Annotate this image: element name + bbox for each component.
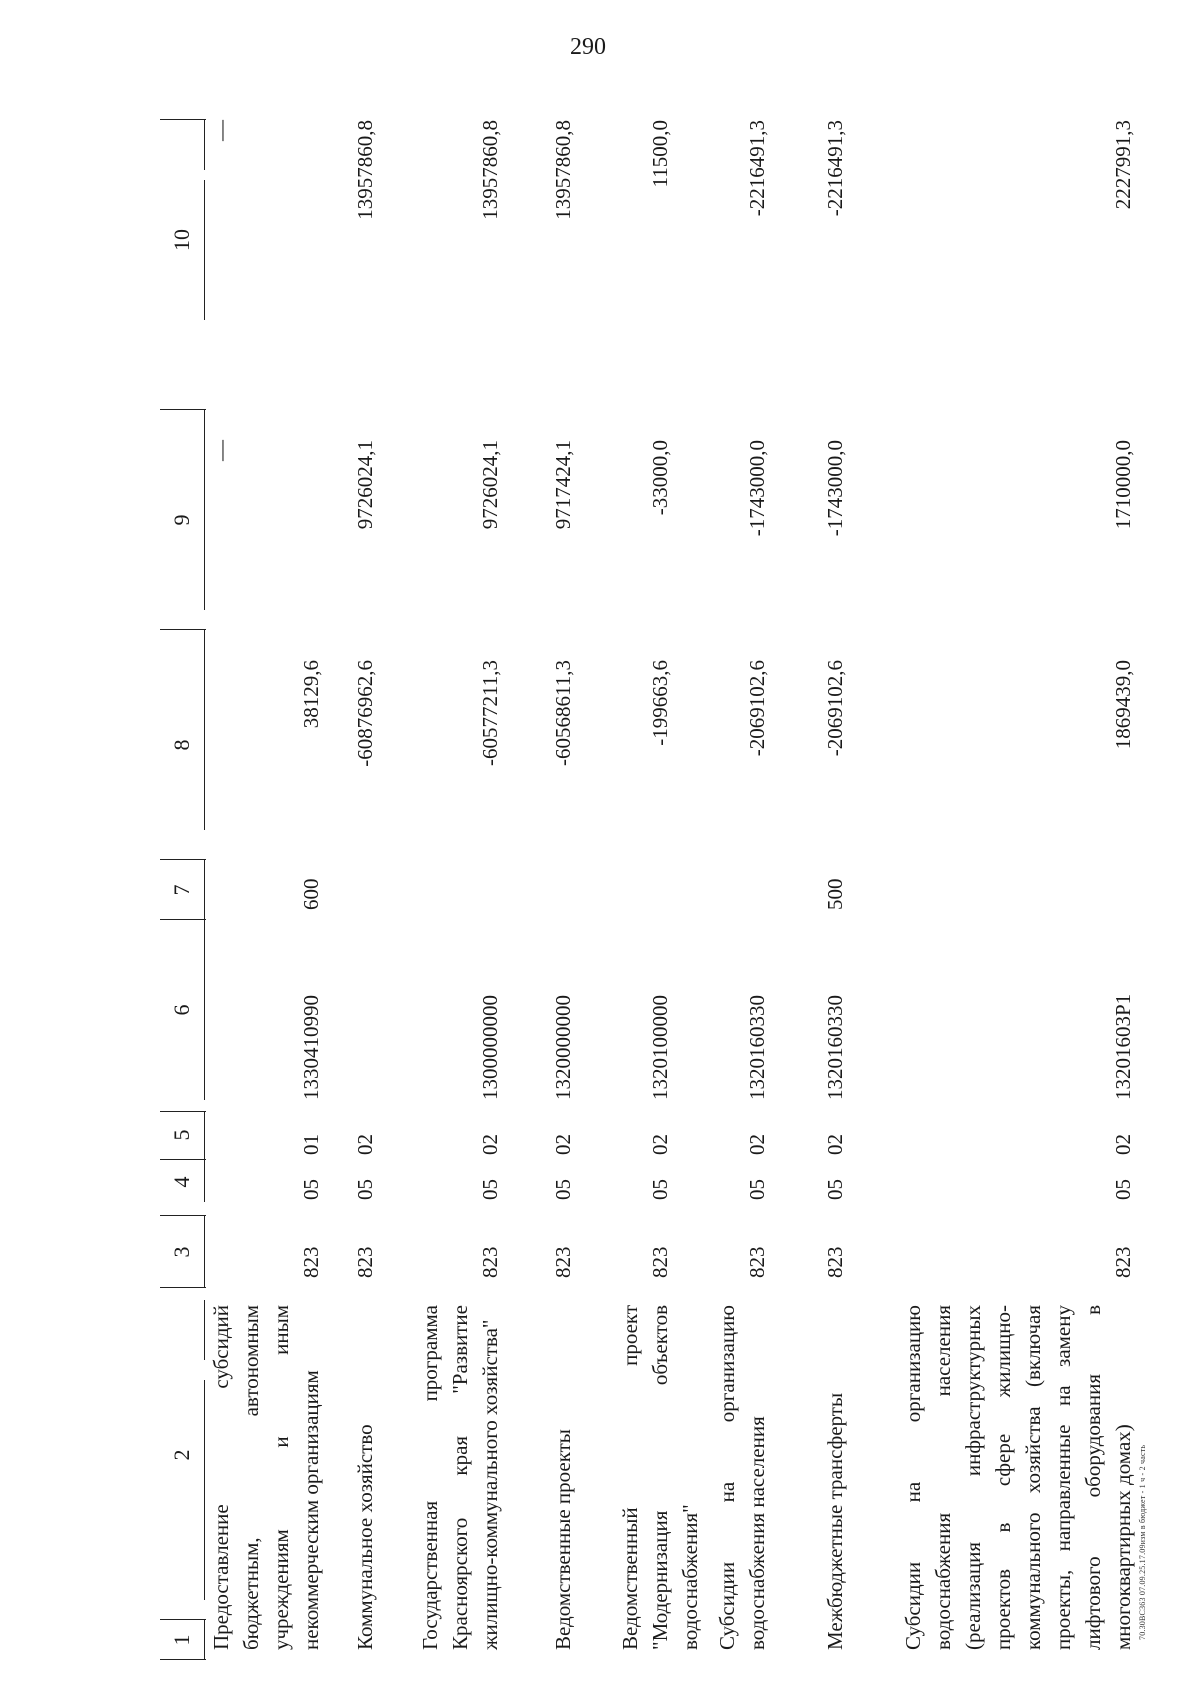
cell-col10: 13957860,8: [551, 120, 575, 220]
col-4-header: 4: [169, 1176, 194, 1188]
cell-col10: 13957860,8: [353, 120, 377, 220]
col-5-header: 5: [169, 1129, 194, 1141]
cell-col4: 05: [745, 1179, 769, 1200]
col-1-header: 1: [169, 1634, 194, 1646]
cell-col5: 02: [478, 1134, 502, 1155]
cell-col5: 02: [551, 1134, 575, 1155]
cell-col3: 823: [551, 1246, 575, 1278]
cell-col10: 2227991,3: [1111, 120, 1135, 210]
table-row: [415, 100, 515, 1660]
row-name: Коммунальное хозяйство: [353, 1424, 377, 1650]
cell-col8: -60568611,3: [551, 660, 575, 766]
col-10-header: 10: [169, 229, 194, 251]
cell-col9: 1710000,0: [1111, 440, 1135, 530]
cell-col8: -60577211,3: [478, 660, 502, 766]
col-7-header: 7: [169, 884, 194, 896]
row-name: Субсидии на организацию водоснабжения населения (реализация инфраструктурных проектов в сфере жилищно-коммунального хозяйства (включая проекты, направленные на замену лифтового оборудования в многоквартирных домах): [901, 1305, 1135, 1650]
cell-col6: 13201603Р1: [1111, 993, 1135, 1100]
cell-col9: 9717424,1: [551, 440, 575, 530]
cell-col6: 1300000000: [478, 995, 502, 1100]
cell-col4: 05: [551, 1179, 575, 1200]
cell-col4: 05: [353, 1179, 377, 1200]
cell-col5: 02: [823, 1134, 847, 1155]
cell-col10: -2216491,3: [823, 120, 847, 217]
cell-col3: 823: [648, 1246, 672, 1278]
cell-col8: -199663,6: [648, 660, 672, 746]
cell-col4: 05: [648, 1179, 672, 1200]
table-row: [810, 100, 860, 1660]
col-2-header: 2: [169, 1449, 194, 1461]
cell-col9: -1743000,0: [823, 440, 847, 537]
cell-col6: 1320160330: [745, 995, 769, 1100]
cell-col9: —: [209, 440, 233, 461]
cell-col7: 500: [823, 878, 847, 910]
cell-col5: 02: [1111, 1134, 1135, 1155]
cell-col9: -1743000,0: [745, 440, 769, 537]
table-row: [340, 100, 390, 1660]
cell-col6: 1320000000: [551, 995, 575, 1100]
table-row: [206, 100, 326, 1660]
cell-col4: 05: [1111, 1179, 1135, 1200]
cell-col10: 11500,0: [648, 120, 672, 188]
cell-col8: -60876962,6: [353, 660, 377, 767]
cell-col3: 823: [353, 1246, 377, 1278]
cell-col5: 02: [353, 1134, 377, 1155]
row-name: Предоставление субсидий бюджетным, автономным учреждениям и иным некоммерческим организациям: [209, 1305, 323, 1650]
cell-col5: 02: [745, 1134, 769, 1155]
budget-table: [160, 100, 1195, 1660]
row-name: Государственная программа Красноярского края "Развитие жилищно-коммунального хозяйства": [418, 1305, 502, 1650]
table-row: [615, 100, 702, 1660]
cell-col6: 1330410990: [299, 995, 323, 1100]
page-number: 290: [570, 34, 606, 60]
cell-col10: —: [209, 120, 233, 141]
row-name: Субсидии на организацию водоснабжения населения: [715, 1305, 769, 1650]
cell-col3: 823: [1111, 1246, 1135, 1278]
row-name: Ведомственный проект "Модернизация объектов водоснабжения": [618, 1305, 702, 1650]
cell-col8: -2069102,6: [823, 660, 847, 757]
cell-col7: 600: [299, 878, 323, 910]
col-9-header: 9: [169, 514, 194, 526]
cell-col6: 1320100000: [648, 995, 672, 1100]
cell-col10: 13957860,8: [478, 120, 502, 220]
cell-col8: -2069102,6: [745, 660, 769, 757]
cell-col6: 1320160330: [823, 995, 847, 1100]
cell-col5: 01: [299, 1134, 323, 1155]
table-row: [538, 100, 588, 1660]
cell-col9: -33000,0: [648, 440, 672, 516]
cell-col3: 823: [823, 1246, 847, 1278]
cell-col3: 823: [745, 1246, 769, 1278]
cell-col4: 05: [823, 1179, 847, 1200]
footer-code: 70.30ВС363 07.09.25.17.09изм в бюджет - 1 ч - 2 часть: [1138, 1444, 1147, 1640]
cell-col5: 02: [648, 1134, 672, 1155]
cell-col9: 9726024,1: [478, 440, 502, 530]
col-3-header: 3: [169, 1246, 194, 1258]
cell-col10: -2216491,3: [745, 120, 769, 217]
cell-col3: 823: [478, 1246, 502, 1278]
table-row: [898, 100, 1148, 1660]
col-6-header: 6: [169, 1004, 194, 1016]
cell-col3: 823: [299, 1246, 323, 1278]
table-row: [712, 100, 792, 1660]
cell-col4: 05: [478, 1179, 502, 1200]
cell-col9: 9726024,1: [353, 440, 377, 530]
row-name: Межбюджетные трансферты: [823, 1392, 847, 1650]
row-name: Ведомственные проекты: [551, 1429, 575, 1650]
col-8-header: 8: [169, 739, 194, 751]
cell-col8: 1869439,0: [1111, 660, 1135, 750]
cell-col4: 05: [299, 1179, 323, 1200]
cell-col8: 38129,6: [299, 660, 323, 729]
